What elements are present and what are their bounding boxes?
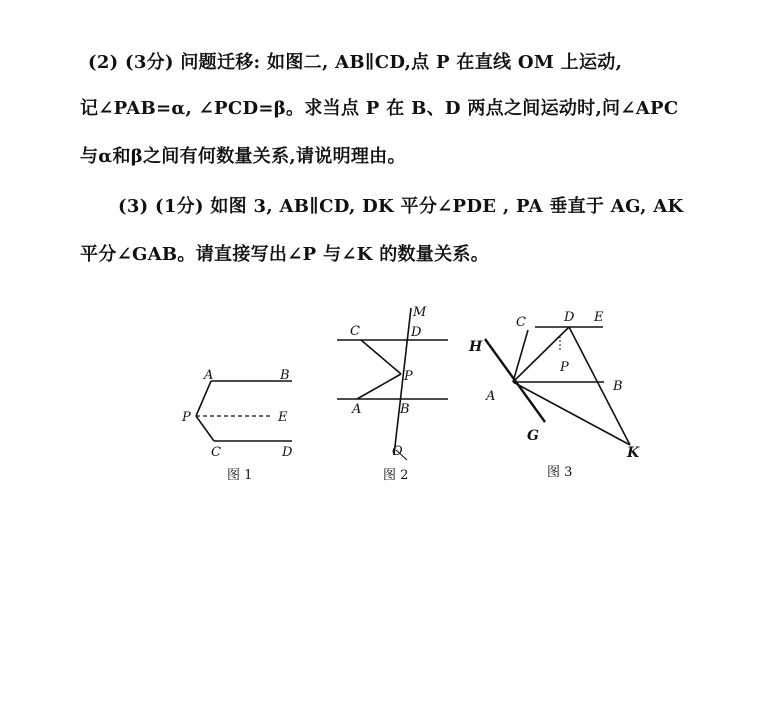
fig2-label-a: A bbox=[352, 402, 362, 417]
question-2-line-2: 记∠PAB=α, ∠PCD=β。求当点 P 在 B、D 两点之间运动时,问∠APC bbox=[80, 98, 679, 119]
fig3-caption: 图 3 bbox=[547, 465, 573, 480]
question-2-line-1: (2) (3分) 问题迁移: 如图二, AB∥CD,点 P 在直线 OM 上运动, bbox=[88, 52, 623, 73]
fig1-label-c: C bbox=[211, 445, 221, 460]
fig1-line-ap bbox=[196, 381, 211, 416]
figure-3 bbox=[485, 327, 630, 445]
question-3-line-1: (3) (1分) 如图 3, AB∥CD, DK 平分∠PDE , PA 垂直于 AG, AK bbox=[118, 196, 684, 217]
fig2-label-c: C bbox=[350, 324, 360, 339]
fig1-label-e: E bbox=[278, 410, 288, 425]
fig1-label-d: D bbox=[282, 445, 293, 460]
fig2-label-o: O bbox=[392, 444, 403, 459]
fig1-label-p: P bbox=[182, 410, 191, 425]
fig1-line-pc bbox=[196, 416, 214, 441]
fig3-label-h: H bbox=[469, 339, 483, 355]
fig1-label-b: B bbox=[280, 368, 290, 383]
fig1-label-a: A bbox=[204, 368, 214, 383]
fig2-label-b: B bbox=[400, 402, 410, 417]
fig3-label-d: D bbox=[564, 310, 575, 325]
fig3-label-k: K bbox=[627, 445, 640, 461]
question-3-line-2: 平分∠GAB。请直接写出∠P 与∠K 的数量关系。 bbox=[80, 244, 490, 265]
fig2-label-p: P bbox=[404, 369, 413, 384]
question-2-line-3: 与α和β之间有何数量关系,请说明理由。 bbox=[80, 146, 406, 167]
fig2-label-d: D bbox=[411, 325, 422, 340]
fig2-line-pa bbox=[357, 374, 401, 399]
fig3-label-e: E bbox=[594, 310, 604, 325]
fig2-caption: 图 2 bbox=[383, 468, 409, 483]
fig1-caption: 图 1 bbox=[227, 468, 253, 483]
fig3-label-a: A bbox=[486, 389, 496, 404]
fig2-line-cp bbox=[361, 340, 401, 374]
fig2-label-m: M bbox=[413, 305, 427, 320]
fig3-label-p: P bbox=[560, 360, 569, 375]
fig3-label-c: C bbox=[516, 315, 526, 330]
fig3-label-g: G bbox=[527, 428, 539, 444]
fig3-label-b: B bbox=[613, 379, 623, 394]
